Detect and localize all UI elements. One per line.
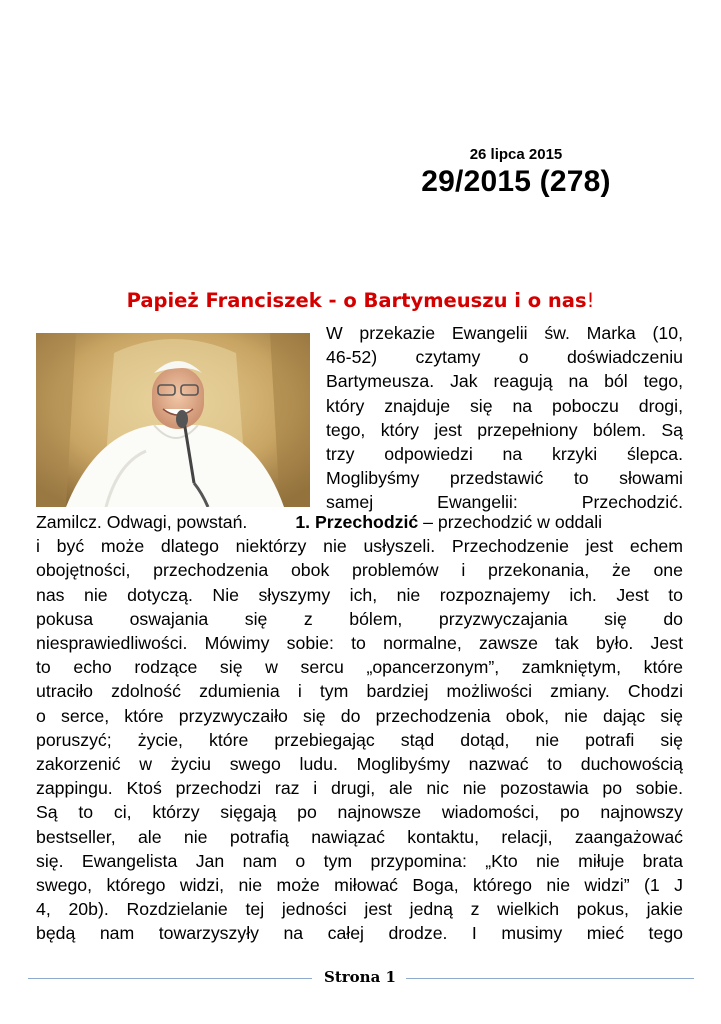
portrait-photo-icon — [36, 333, 310, 507]
body-line: zappingu. Ktoś przechodzi raz i drugi, ale nic nie pozostawia po sobie. — [36, 778, 683, 799]
body-line: bestseller, ale nie potrafią nawiązać kontaktu, relacji, zaangażować — [36, 826, 683, 847]
body-line — [36, 510, 683, 534]
body-line: o serce, które przyzwyczaiło się do przechodzenia obok, nie dając się — [36, 705, 683, 726]
body-line: obojętności, przechodzenia obok problemów i przekonania, że one — [36, 560, 683, 581]
intro-paragraph — [326, 321, 683, 515]
body-line: to echo rodzące się w sercu „opancerzonym”, zamkniętym, które — [36, 657, 683, 678]
intro-line: Bartymeusza. Jak reagują na ból tego, — [326, 371, 683, 392]
footer-rule-right — [406, 978, 694, 979]
body-line: Są to ci, którzy sięgają po najnowsze wiadomości, po najnowszy — [36, 802, 683, 823]
intro-line: W przekazie Ewangelii św. Marka (10, — [326, 323, 683, 343]
body-line: 4, 20b). Rozdzielanie tej jedności jest jedną z wielkich pokus, jakie — [36, 899, 683, 920]
body-line: niesprawiedliwości. Mówimy sobie: to normalne, zawsze tak było. Jest — [36, 633, 683, 654]
section-heading: 1. Przechodzić — [295, 512, 419, 532]
body-line: się. Ewangelista Jan nam o tym przypomina: „Kto nie miłuje brata — [36, 850, 683, 871]
intro-line: Moglibyśmy przedstawić to słowami — [326, 468, 683, 489]
intro-line: trzy odpowiedzi na krzyki ślepca. — [326, 444, 683, 465]
article-title-end: ! — [586, 289, 595, 312]
pope-photo — [36, 333, 310, 507]
footer-rule-left — [28, 978, 312, 979]
intro-line: tego, który jest przepełniony bólem. Są — [326, 419, 683, 440]
body-line: utraciło zdolność zdumienia i tym bardziej możliwości zmiany. Chodzi — [36, 681, 683, 702]
article-body — [36, 510, 683, 946]
body-line: pokusa oswajania się z bólem, przyzwyczajania się do — [36, 608, 683, 629]
article-title-text: Papież Franciszek - o Bartymeuszu i o nas — [126, 289, 587, 312]
intro-line: samej Ewangelii: Przechodzić. — [326, 492, 683, 513]
caption-text: Zamilcz. Odwagi, powstań. — [36, 512, 248, 532]
body-line: swego, którego widzi, nie może miłować Boga, którego nie widzi” (1 J — [36, 875, 683, 896]
body-line: zakorzenić w życiu swego ludu. Moglibyśmy nazwać to duchowością — [36, 754, 683, 775]
section-lead: – przechodzić w oddali — [418, 512, 603, 532]
body-line: będą nam towarzyszyły na całej drodze. I musimy mieć tego — [36, 923, 683, 944]
body-line: nas nie dotyczą. Nie słyszymy ich, nie rozpoznajemy ich. Jest to — [36, 584, 683, 605]
page-number: Strona 1 — [324, 968, 396, 986]
page-footer — [0, 968, 721, 992]
body-line: poruszyć; życie, które przebiegając stąd dotąd, nie potrafi się — [36, 729, 683, 750]
body-line: i być może dlatego niektórzy nie usłyszeli. Przechodzenie jest echem — [36, 536, 683, 557]
article-title — [0, 289, 721, 312]
intro-line: 46-52) czytamy o doświadczeniu — [326, 347, 683, 368]
intro-line: który znajduje się na poboczu drogi, — [326, 395, 683, 416]
issue-number: 29/2015 (278) — [421, 165, 611, 198]
issue-date: 26 lipca 2015 — [469, 146, 563, 163]
